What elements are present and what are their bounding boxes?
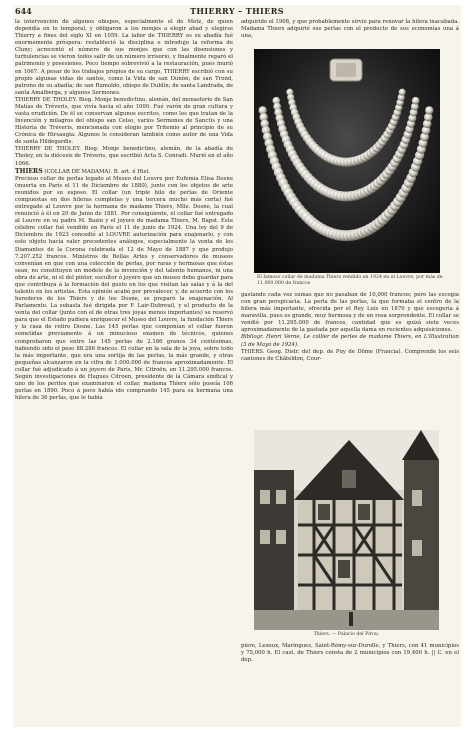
running-head: THIERRY – THIERS bbox=[190, 6, 284, 16]
page-number: 644 bbox=[15, 6, 32, 16]
necklace-image bbox=[254, 49, 440, 273]
right-paragraph-1: gastando cada vez sumas que no pasaban de 10,000 francos; pero las escogía con gran perspicacia. La perla de las perlas, la que formaba el centro de la hilera más importante, ofrecida por el Rey Luis en 1870 y que escogería á maravilla, pues es grande, muy hermosa y de un rosa sorprendente. El collar se vendió por 11.295.000 de francos, cantidad que es quizá siete veces aproximadamente de la gastada por aquella dama en recientes adquisiciones. bbox=[241, 292, 459, 334]
pearl bbox=[425, 106, 433, 114]
pearl bbox=[399, 89, 406, 96]
pearl bbox=[412, 97, 420, 105]
entry-thierry-tholey-2: THIERRY DE THOLEY. Biog. Monje benedictino, alemán, de la abadía de Tholey, en la diócesis de Tréveris, que escribió Acta S. Conradi. Murió en el año 1066. bbox=[15, 146, 233, 167]
left-paragraph-1: la intervención de algunos obispos, especialmente el de Metz, de quien dependía en lo temporal, y obligaron a los monjes a elegir abad y elegirse Thierry a fines del siglo XI en 1059. La labor de THIERRY es su abadía fué enormemente próspera: restableció la disciplina e introdujo la reforma de Cluny; acrecentó el número de sus monjes que con las disensiones y turbulencias se vieron todos salir de un número irrisorio, y finalmente reparó el patrimonio y posesiones. Poco tiempo sobrevivió a la restauración, pues murió en 1067. A pesar de los trabajos propios de su cargo, THIERRY escribió con su propio algunas vidas de santos, como la Vida de san Dunón; de san Trond, patrono de su abadía; de san Rumoldo, obispo de Dublín; de santa Landrada, de santa Amalberga, y algunos Sermones. bbox=[15, 19, 233, 96]
entry-thiers-geog: THIERS. Geog. Distr. del dep. de Puy de Dôme (Francia). Comprende los seis cantones de Châteldon, Cour- bbox=[241, 348, 459, 362]
encyclopedia-page bbox=[13, 5, 461, 727]
left-paragraph-collar: Precioso collar de perlas legado al Museo del Louvre por Eufemia Elisa Dosne (muerta en París el 11 de Diciembre de 1880), junto con los objetos de arte reunidos por su esposo. El collar (un triple hilo de perlas de Oriente compuestas en dos hileras completas y una tercera mucho más corta) fué entregado al Louvre por la hermana de madame Thiers, Mlle. Dosne, la cual renunció á él en 20 de Junio de 1881. Por consiguiente, el collar fué entregado al Louvre en su padre M. Bazin y el joyero de madama Thiers, M. Bapst. Este célebre collar fué vendido en París el 11 de junio de 1924. Una ley del 9 de Diciembre de 1923 concedió al LOUVRE autorización para enajenarlo, y con este objeto hacía valer precedentes análogos, especialmente la venta de los Diamantes de la Corona celebrada el 12 de Mayo de 1887 y que produjo 7.207.252 francos. Ministros de Bellas Artes y conservadores de museos convenían en que con una colección de perlas, por raras y hermosas que éstas sean, no constituyen un modelo de la invención y del talento humanos, ni una obra de arte, ni el del pintor, escultor ó joyero que un museo debe guardar para que contribuya á la formación del gusto en los que visitan las salas y á la del talento en los artistas. Esta opinión acabó por prevalecer, y, de acuerdo con los herederos de los Thiers y de los Dosne, se preparó la enajenación. Al Parlamento. La subasta fué dirigida por F. Lair-Dubreuil, y el producto de la venta del collar (junto con el de otras tres joyas menos importantes) se reservó para que el Estado pudiera enriquecer el Museo del Louvre, la fundación Thiers y la casa de retiro Dosne. Las 145 perlas que componían el collar fueron sometidas previamente á un minucioso examen de técnicos, quienes comprobaron que entre las 145 perlas de 2.186 granos 34 centésimas, habiendo sido el peso 88.286 francos. El collar en la sala de la joya, sobre todo la más importante, que era una sortija de las perlas, la más grande, y otras pequeñas alcanzaron en la cifra de 1.000.000 de francos aproximadamente. El collar fué adjudicado á un joyero de París, Mr. Citroën, en 11.295.000 francos. Según investigaciones de Hugues Citroen, presidente de la Cámara sindical y uno de los peritos que examinaron el collar, madama Thiers sólo poseía 106 perlas en 1890. Poco á poco había ido comprando 145 para su hermana una hilera de 36 perlas, que le había bbox=[15, 175, 233, 402]
necklace-caption: El famoso collar de madama Thiers vendido en 1924 en el Louvre, por más de 11.000.000 de francos bbox=[257, 275, 443, 286]
left-column bbox=[15, 19, 233, 727]
palace-photo bbox=[254, 430, 439, 630]
right-column-middle bbox=[241, 292, 459, 428]
entry-thiers-collar bbox=[15, 168, 233, 176]
palace-caption: Thiers. — Palacio del Pirou. bbox=[313, 632, 380, 637]
palace-image bbox=[254, 430, 439, 630]
right-column-bottom bbox=[241, 643, 459, 727]
right-bottom-text: pière, Lezoux, Maringues, Saint-Rémy-sur-Durolle, y Thiers, con 41 municipios y 75,000 h. El cast. de Thiers consta de 2 municipios con 19,400 h. || C. en el dep. bbox=[241, 643, 459, 664]
entry-subhead: (COLLAR DE MADAMA). B. art. é Hist. bbox=[44, 168, 151, 175]
necklace-photo bbox=[254, 49, 440, 273]
entry-thierry-tholey-1: THIERRY DE THOLEY. Biog. Monje benedictino, alemán, del monasterio de San Matías de Tréveris, que vivía hacia el año 1000. Fué varón de gran cultura y vasta erudición. De él se conservan algunos escritos, como los que tratan de la Invención y milagros del obispo san Celso, varios Sermones de Sanctis y una Historia de Tréveris, mencionada con elogio por Tritemio al principio de su Crónica de Hirsaugia. Algunos le consideran también como autor de una Vida de santa Hildegardis. bbox=[15, 96, 233, 146]
page-header bbox=[13, 5, 461, 19]
bibliography: Bibliogr. Henri Verne, Le collier de perles de madame Thiers, en L'Illustration (3 de Mayo de 1924). bbox=[241, 334, 459, 348]
entry-headword: THIERS bbox=[15, 167, 43, 175]
right-column-top bbox=[241, 19, 459, 49]
right-top-text: adquirido el 1908, y que probablemente sirvió para renovar la hilera inacabada. Madama Thiers adquirió sus perlas con el producto de sus economías una á una, bbox=[241, 19, 459, 40]
